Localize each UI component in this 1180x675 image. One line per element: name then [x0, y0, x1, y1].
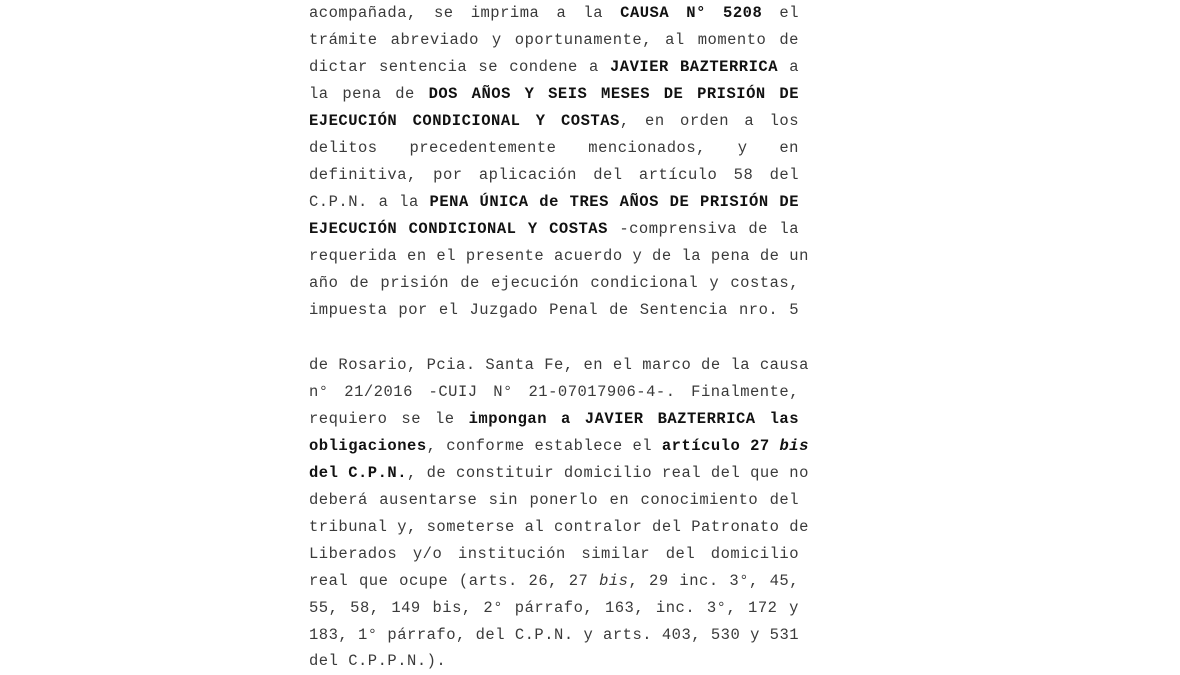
text-run: de Rosario, Pcia. Santa Fe, en el marco de la causa — [309, 356, 809, 374]
text-run: 183, 1° párrafo, del C.P.N. y arts. 403, 530 y 531 — [309, 626, 800, 644]
text-run: el — [762, 4, 800, 22]
text-line — [309, 54, 799, 81]
text-line — [309, 243, 809, 270]
text-line — [309, 433, 809, 460]
text-line — [309, 81, 799, 108]
text-line — [309, 270, 799, 297]
text-line — [309, 189, 799, 216]
bold-text-run: DOS AÑOS Y SEIS MESES DE PRISIÓN DE — [428, 85, 799, 103]
text-run: requerida en el presente acuerdo y de la pena de un — [309, 247, 809, 265]
text-run: , en orden a los — [619, 112, 800, 130]
text-run: año de prisión de ejecución condicional y costas, — [309, 274, 799, 292]
text-run: , de constituir domicilio real del que no — [407, 464, 809, 482]
bold-text-run: PENA ÚNICA de TRES AÑOS DE PRISIÓN DE — [429, 193, 800, 211]
text-line — [309, 406, 799, 433]
text-line — [309, 135, 799, 162]
text-line — [309, 297, 799, 324]
text-line — [309, 622, 799, 649]
text-run: delitos precedentemente mencionados, y en — [309, 139, 799, 157]
bold-text-run: JAVIER BAZTERRICA — [609, 58, 778, 76]
bold-text-run: impongan a JAVIER BAZTERRICA las — [468, 410, 799, 428]
text-run: C.P.N. a la — [309, 193, 430, 211]
text-line — [309, 541, 799, 568]
text-line — [309, 0, 799, 27]
text-run: Liberados y/o institución similar del domicilio — [309, 545, 799, 563]
text-run: tribunal y, someterse al contralor del Patronato de — [309, 518, 809, 536]
text-run: a — [778, 58, 799, 76]
text-line — [309, 352, 809, 379]
text-line — [309, 648, 799, 675]
text-line — [309, 108, 799, 135]
text-run: la pena de — [309, 85, 429, 103]
text-run: n° 21/2016 -CUIJ N° 21-07017906-4-. Finalmente, — [309, 383, 799, 401]
text-run: requiero se le — [309, 410, 469, 428]
text-run: dictar sentencia se condene a — [309, 58, 610, 76]
text-run: 55, 58, 149 bis, 2° párrafo, 163, inc. 3°, 172 y — [309, 599, 799, 617]
text-line — [309, 460, 809, 487]
text-run: del C.P.P.N.). — [309, 652, 447, 670]
text-run: deberá ausentarse sin ponerlo en conocimiento del — [309, 491, 799, 509]
text-line — [309, 27, 799, 54]
bold-text-run: obligaciones — [309, 437, 427, 455]
bold-text-run: EJECUCIÓN CONDICIONAL Y COSTAS — [309, 220, 608, 238]
text-line — [309, 514, 809, 541]
italic-text-run: bis — [599, 572, 629, 590]
bold-text-run: artículo 27 — [661, 437, 780, 455]
text-run: trámite abreviado y oportunamente, al momento de — [309, 31, 799, 49]
text-run: acompañada, se imprima a la — [309, 4, 621, 22]
text-run: -comprensiva de la — [607, 220, 799, 238]
text-run: , 29 inc. 3°, 45, — [628, 572, 799, 590]
text-line — [309, 162, 799, 189]
text-line — [309, 568, 799, 595]
text-run: definitiva, por aplicación del artículo 58 del — [309, 166, 799, 184]
text-line — [309, 379, 799, 406]
text-run: real que ocupe (arts. 26, 27 — [309, 572, 600, 590]
text-run: impuesta por el Juzgado Penal de Sentencia nro. 5 — [309, 301, 799, 319]
text-line — [309, 216, 799, 243]
text-line — [309, 595, 799, 622]
bold-text-run: CAUSA N° 5208 — [620, 4, 763, 22]
bold-italic-text-run: bis — [779, 437, 809, 455]
bold-text-run: del C.P.N. — [309, 464, 408, 482]
text-line — [309, 487, 799, 514]
bold-text-run: EJECUCIÓN CONDICIONAL Y COSTAS — [309, 112, 620, 130]
text-run: , conforme establece el — [426, 437, 662, 455]
